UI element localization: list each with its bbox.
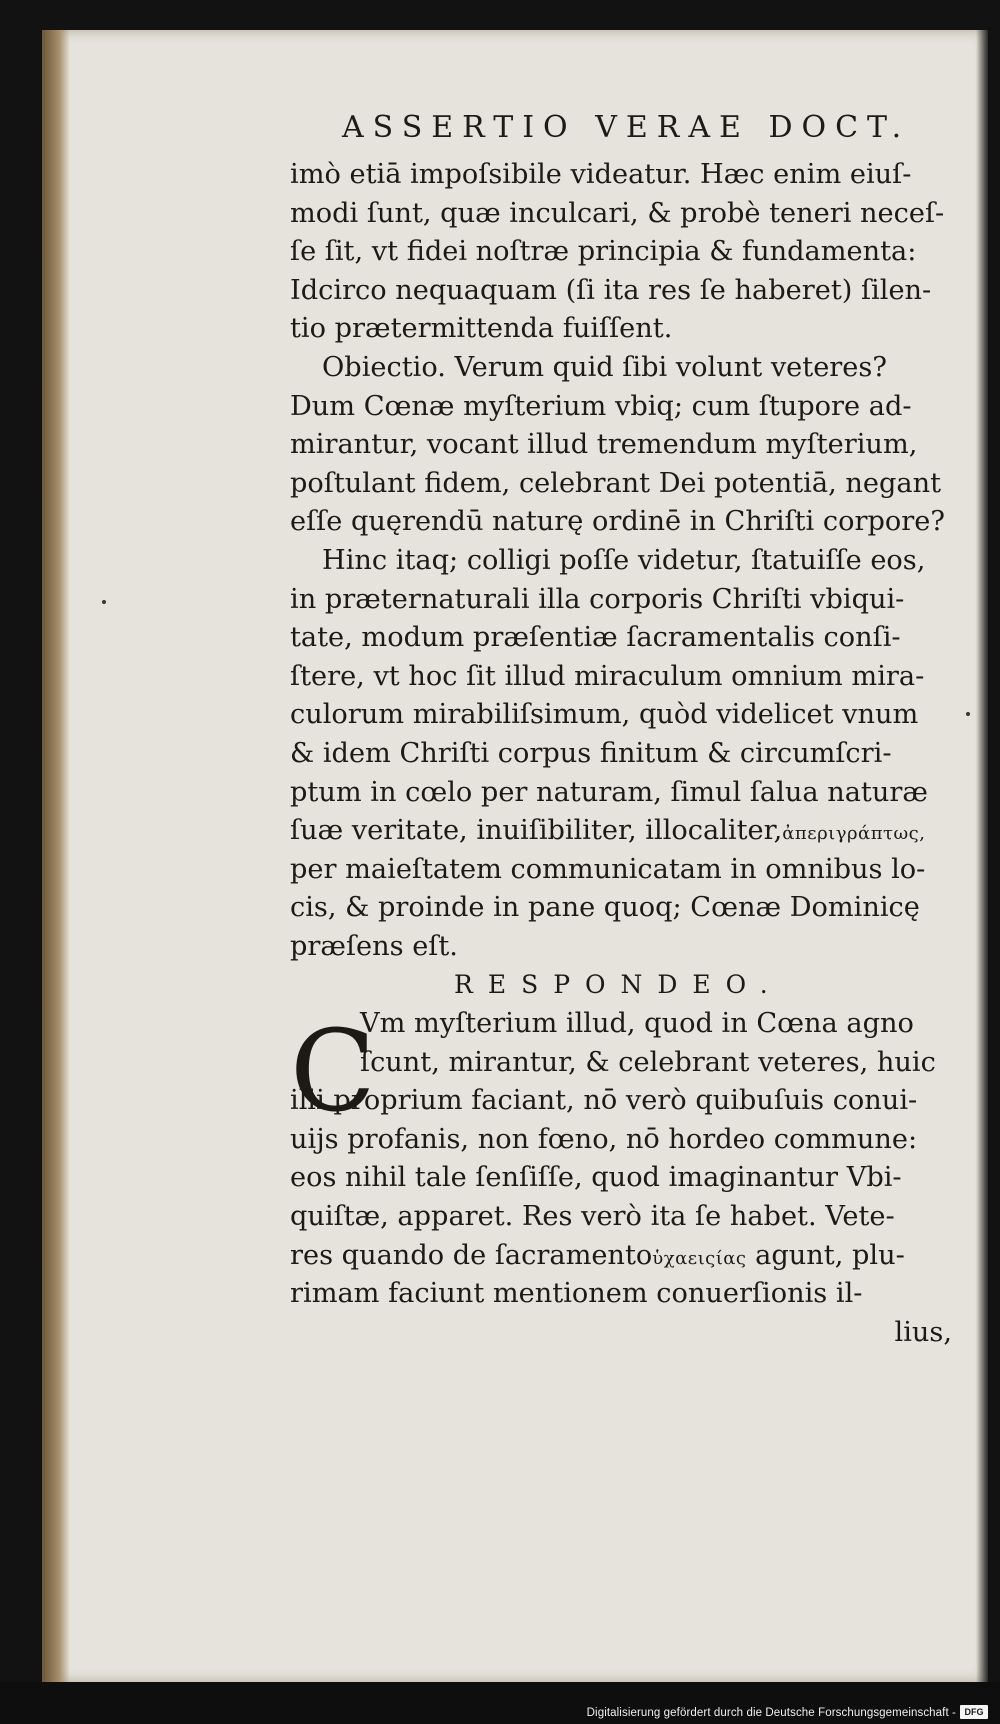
greek-word: ὑχαειςίας — [652, 1247, 747, 1269]
text-segment: ſuæ veritate, inuiſibiliter, illocaliter, — [290, 815, 783, 847]
text-line: ſcunt, mirantur, & celebrant veteres, huic — [360, 1046, 936, 1078]
text-line: quiſtæ, apparet. Res verò ita ſe habet. Vete- — [290, 1201, 895, 1233]
footer-credit: Digitalisierung gefördert durch die Deutsche Forschungsgemeinschaft - — [586, 1707, 956, 1719]
text-line: ptum in cœlo per naturam, ſimul ſalua naturæ — [290, 776, 928, 808]
decorative-initial: C — [290, 1007, 376, 1137]
text-line: cis, & proinde in pane quoq; Cœnæ Dominicę — [290, 892, 920, 924]
text-segment: res quando de ſacramento — [290, 1239, 653, 1271]
text-line: uijs profanis, non fœno, nō hordeo commune: — [290, 1123, 918, 1155]
text-segment: agunt, plu- — [755, 1239, 905, 1271]
greek-word: ἀπεριγράπτως, — [782, 823, 926, 845]
text-line: culorum mirabiliſsimum, quòd videlicet vnum — [290, 699, 919, 731]
running-header: ASSERTIO VERAE DOCT. — [342, 110, 911, 145]
text-line: eſſe quęrendū naturę ordinē in Chriſti corpore? — [290, 506, 945, 538]
text-line-with-greek — [290, 1237, 960, 1276]
text-line: Idcirco nequaquam (ſi ita res ſe haberet) ſilen- — [290, 274, 932, 306]
section-heading: RESPONDEO. — [454, 970, 783, 1000]
text-line: præſens eſt. — [290, 930, 458, 962]
text-line: modi ſunt, quæ inculcari, & probè teneri neceſ- — [290, 197, 945, 229]
dfg-logo: DFG — [960, 1705, 988, 1719]
text-line: Dum Cœnæ myſterium vbiq; cum ſtupore ad- — [290, 390, 912, 422]
page-gutter-shadow — [42, 30, 70, 1682]
text-line: in præternaturali illa corporis Chriſti vbiqui- — [290, 583, 905, 615]
text-line: tio prætermittenda fuiſſent. — [290, 313, 673, 345]
text-line: poſtulant fidem, celebrant Dei potentiā, negant — [290, 467, 942, 499]
text-line: tate, modum præſentiæ ſacramentalis conſi- — [290, 622, 901, 654]
text-line: imò etiā impoſsibile videatur. Hæc enim eiuſ- — [290, 159, 912, 190]
text-line: eos nihil tale ſenſiſſe, quod imaginantur Vbi- — [290, 1162, 902, 1194]
text-line: illi proprium faciant, nō verò quibuſuis conui- — [290, 1085, 918, 1117]
text-line: per maieſtatem communicatam in omnibus lo- — [290, 853, 926, 885]
text-line: rimam faciunt mentionem conuerſionis il- — [290, 1278, 863, 1310]
paper-speck — [102, 600, 106, 604]
page-right-edge — [976, 30, 988, 1682]
text-line: ſe ſit, vt fidei noſtræ principia & fundamenta: — [290, 236, 917, 268]
text-line-with-greek — [290, 812, 960, 851]
text-line: ſtere, vt hoc ſit illud miraculum omnium mira- — [290, 660, 925, 692]
objection-line: Obiectio. Verum quid ſibi volunt veteres? — [322, 351, 887, 383]
text-line: Vm myſterium illud, quod in Cœna agno — [360, 1008, 914, 1040]
text-line: & idem Chriſti corpus finitum & circumſcri- — [290, 737, 892, 769]
text-line: mirantur, vocant illud tremendum myſterium, — [290, 429, 918, 461]
paper-speck — [966, 712, 970, 716]
paragraph-start-line: Hinc itaq; colligi poſſe videtur, ſtatuiſſe eos, — [322, 544, 926, 576]
catchword: lius, — [894, 1316, 952, 1348]
body-text — [290, 156, 960, 1352]
